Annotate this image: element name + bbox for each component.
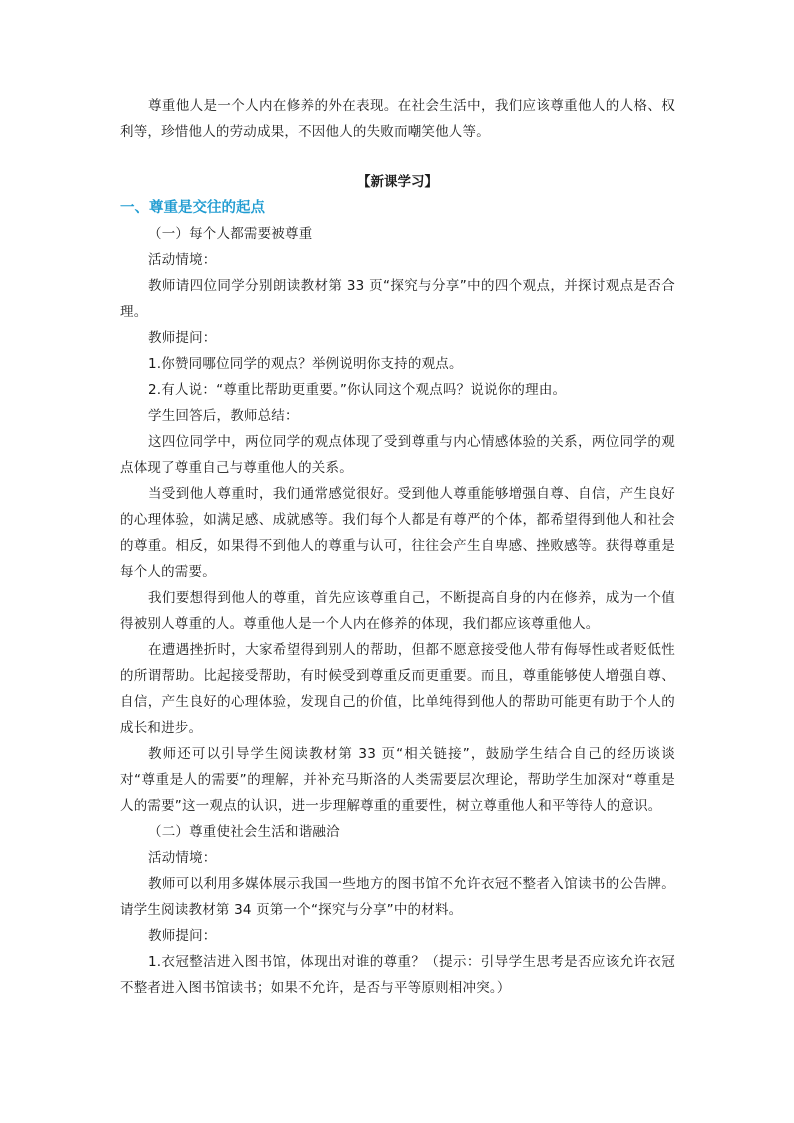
document-body <box>120 93 675 1001</box>
part-1-question-1: 1.你赞同哪位同学的观点？举例说明你支持的观点。 <box>148 356 463 372</box>
part-1-summary-label: 学生回答后，教师总结： <box>148 408 299 424</box>
part-1-activity-label: 活动情境： <box>148 252 217 268</box>
part-1-activity-text: 教师请四位同学分别朗读教材第 33 页“探究与分享”中的四个观点，并探讨观点是否合理。 <box>120 278 675 320</box>
part-2-teacher-question-label: 教师提问： <box>148 928 217 944</box>
part-2-title: （二）尊重使社会生活和谐融洽 <box>148 824 340 840</box>
part-1-question-2: 2.有人说：“尊重比帮助更重要。”你认同这个观点吗？说说你的理由。 <box>148 382 567 398</box>
section-title: 【新课学习】 <box>357 174 438 190</box>
part-2-question-1: 1.衣冠整洁进入图书馆，体现出对谁的尊重？（提示：引导学生思考是否应该允许衣冠不整者进入图书馆读书；如果不允许，是否与平等原则相冲突。） <box>120 954 675 996</box>
part-1-title: （一）每个人都需要被尊重 <box>148 226 313 242</box>
part-1-summary-1: 这四位同学中，两位同学的观点体现了受到尊重与内心情感体验的关系，两位同学的观点体现了尊重自己与尊重他人的关系。 <box>120 434 675 476</box>
intro-paragraph: 尊重他人是一个人内在修养的外在表现。在社会生活中，我们应该尊重他人的人格、权利等，珍惜他人的劳动成果，不因他人的失败而嘲笑他人等。 <box>120 98 675 140</box>
part-1-summary-4: 在遭遇挫折时，大家希望得到别人的帮助，但都不愿意接受他人带有侮辱性或者贬低性的所谓帮助。比起接受帮助，有时候受到尊重反而更重要。而且，尊重能够使人增强自尊、自信，产生良好的心理体验，发现自己的价值，比单纯得到他人的帮助可能更有助于个人的成长和进步。 <box>120 642 675 736</box>
part-2-activity-label: 活动情境： <box>148 850 217 866</box>
part-1-summary-3: 我们要想得到他人的尊重，首先应该尊重自己，不断提高自身的内在修养，成为一个值得被别人尊重的人。尊重他人是一个人内在修养的体现，我们都应该尊重他人。 <box>120 590 675 632</box>
part-1-teacher-question-label: 教师提问： <box>148 330 217 346</box>
heading-respect-is-starting-point: 一、尊重是交往的起点 <box>120 200 265 216</box>
part-1-summary-2: 当受到他人尊重时，我们通常感觉很好。受到他人尊重能够增强自尊、自信，产生良好的心理体验，如满足感、成就感等。我们每个人都是有尊严的个体，都希望得到他人和社会的尊重。相反，如果得不到他人的尊重与认可，往往会产生自卑感、挫败感等。获得尊重是每个人的需要。 <box>120 486 675 580</box>
part-2-activity-text: 教师可以利用多媒体展示我国一些地方的图书馆不允许衣冠不整者入馆读书的公告牌。请学生阅读教材第 34 页第一个“探究与分享”中的材料。 <box>120 876 675 918</box>
part-1-summary-5: 教师还可以引导学生阅读教材第 33 页“相关链接”，鼓励学生结合自己的经历谈谈对“尊重是人的需要”的理解，并补充马斯洛的人类需要层次理论，帮助学生加深对“尊重是人的需要”这一观点的认识，进一步理解尊重的重要性，树立尊重他人和平等待人的意识。 <box>120 746 675 814</box>
